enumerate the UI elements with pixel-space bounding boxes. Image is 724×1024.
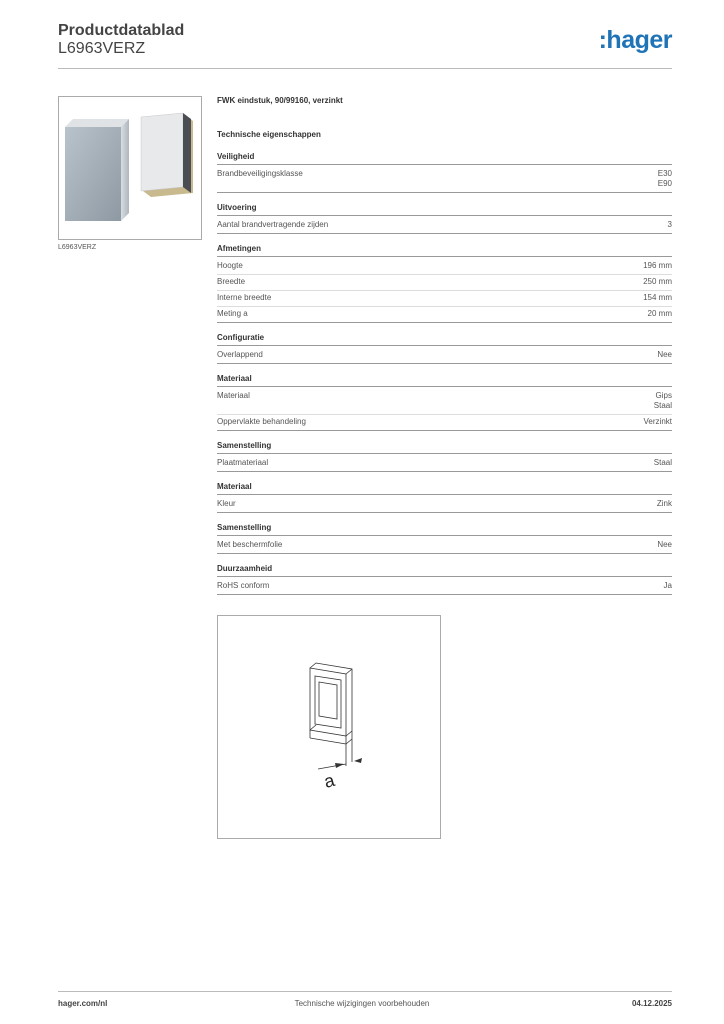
spec-section (217, 203, 672, 234)
spec-value (657, 350, 672, 360)
spec-value-line: Ja (663, 581, 672, 590)
spec-value (643, 293, 672, 303)
document-subtitle: L6963VERZ (58, 40, 146, 57)
spec-value-line: Staal (653, 458, 672, 467)
spec-label: Oppervlakte behandeling (217, 417, 306, 426)
spec-row (217, 348, 672, 364)
spec-section (217, 333, 672, 364)
spec-row (217, 218, 672, 234)
spec-row (217, 497, 672, 513)
product-image (58, 96, 202, 240)
spec-value-line: Zink (656, 499, 672, 508)
spec-section-title: Samenstelling (217, 523, 672, 536)
spec-section (217, 482, 672, 513)
spec-label: Brandbeveiligingsklasse (217, 169, 303, 178)
spec-value (654, 391, 672, 411)
spec-label: Breedte (217, 277, 246, 286)
spec-value (654, 458, 672, 468)
spec-section-title: Materiaal (217, 374, 672, 387)
hager-logo: :hager (598, 26, 672, 54)
spec-value-line: 154 mm (643, 293, 672, 302)
document-title: Productdatablad (58, 22, 185, 39)
spec-value-line: Gips (655, 391, 672, 400)
footer-date: 04.12.2025 (631, 999, 672, 1008)
spec-section-title: Afmetingen (217, 244, 672, 257)
spec-value-line: E90 (657, 179, 672, 188)
spec-value (658, 169, 672, 189)
spec-section-title: Materiaal (217, 482, 672, 495)
spec-value-line: Nee (657, 540, 672, 549)
spec-row (217, 456, 672, 472)
spec-heading: Technische eigenschappen (217, 130, 321, 139)
spec-value-line: 250 mm (643, 277, 672, 286)
spec-section (217, 564, 672, 595)
spec-row (217, 579, 672, 595)
spec-label: Materiaal (217, 391, 250, 400)
spec-section-title: Configuratie (217, 333, 672, 346)
spec-row (217, 275, 672, 291)
spec-value-line: 20 mm (647, 309, 672, 318)
product-name: FWK eindstuk, 90/99160, verzinkt (217, 96, 343, 105)
spec-label: RoHS conform (217, 581, 270, 590)
header-divider (58, 68, 672, 69)
spec-label: Interne breedte (217, 293, 272, 302)
spec-value (644, 417, 672, 427)
spec-sections (217, 152, 672, 595)
spec-row (217, 415, 672, 431)
spec-value-line: E30 (657, 169, 672, 178)
footer-divider (58, 991, 672, 992)
spec-value (643, 261, 672, 271)
spec-section (217, 244, 672, 323)
spec-label: Met beschermfolie (217, 540, 283, 549)
spec-row (217, 167, 672, 193)
spec-value-line: Nee (657, 350, 672, 359)
spec-section (217, 523, 672, 554)
spec-section-title: Duurzaamheid (217, 564, 672, 577)
dimension-drawing-icon (218, 616, 440, 838)
spec-section-title: Uitvoering (217, 203, 672, 216)
spec-value-line: 3 (667, 220, 672, 229)
spec-row (217, 538, 672, 554)
spec-label: Overlappend (217, 350, 263, 359)
product-photo-icon (59, 97, 201, 239)
spec-label: Plaatmateriaal (217, 458, 269, 467)
spec-row (217, 307, 672, 323)
spec-row (217, 389, 672, 415)
spec-row (217, 259, 672, 275)
image-caption: L6963VERZ (58, 244, 97, 251)
spec-value (643, 277, 672, 287)
spec-section (217, 152, 672, 193)
spec-section-title: Samenstelling (217, 441, 672, 454)
footer-website-link[interactable]: hager.com/nl (58, 999, 108, 1008)
spec-value-line: 196 mm (643, 261, 672, 270)
spec-value-line: Staal (653, 401, 672, 410)
spec-value (657, 499, 672, 509)
spec-section (217, 374, 672, 431)
spec-value (648, 309, 672, 319)
technical-drawing (217, 615, 441, 839)
dimension-label-a: a (321, 769, 337, 792)
spec-section-title: Veiligheid (217, 152, 672, 165)
page-header (58, 22, 672, 68)
spec-label: Hoogte (217, 261, 243, 270)
spec-label: Kleur (217, 499, 236, 508)
product-content (217, 96, 672, 626)
spec-value-line: Verzinkt (643, 417, 672, 426)
spec-section (217, 441, 672, 472)
spec-value (657, 540, 672, 550)
spec-label: Aantal brandvertragende zijden (217, 220, 329, 229)
spec-label: Meting a (217, 309, 248, 318)
footer-disclaimer: Technische wijzigingen voorbehouden (294, 999, 430, 1008)
spec-row (217, 291, 672, 307)
spec-value (664, 581, 672, 591)
spec-value (668, 220, 672, 230)
